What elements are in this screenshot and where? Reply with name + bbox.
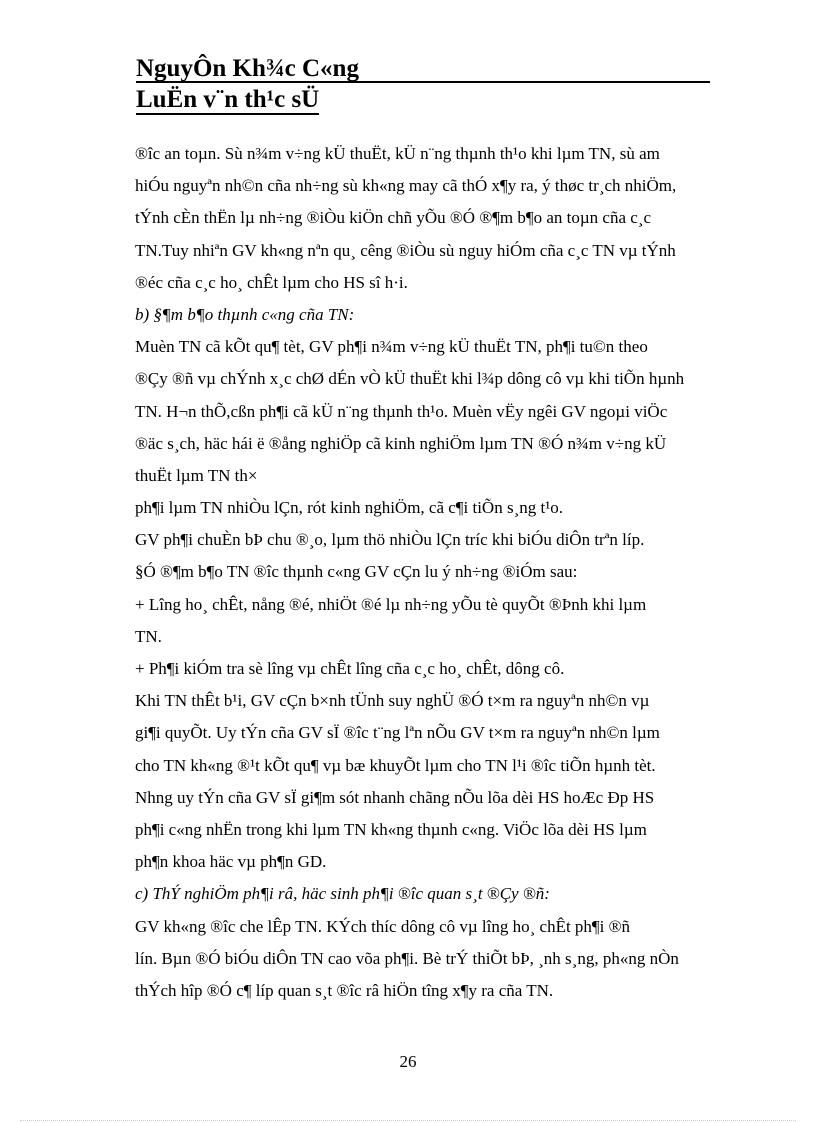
author-name: NguyÔn Kh¾c C«ng: [136, 54, 710, 83]
text-line: TN. H¬n thÕ,cßn ph¶i cã kÜ n¨ng thµnh th¹o. Muèn vËy ngêi GV ngoµi viÖc: [135, 401, 668, 421]
text-line: §Ó ®¶m b¶o TN ®îc thµnh c«ng GV cÇn lu ý nh÷ng ®iÓm sau:: [135, 562, 578, 582]
text-line: thuËt lµm TN th×: [135, 465, 258, 485]
text-line: ®äc s¸ch, häc hái ë ®ång nghiÖp cã kinh nghiÖm lµm TN ®Ó n¾m v÷ng kÜ: [135, 433, 667, 453]
text-line: ®îc an toµn. Sù n¾m v÷ng kÜ thuËt, kÜ n¨ng thµnh th¹o khi lµm TN, sù am: [135, 144, 660, 163]
text-line: Muèn TN cã kÕt qu¶ tèt, GV ph¶i n¾m v÷ng kÜ thuËt TN, ph¶i tu©n theo: [135, 337, 648, 357]
text-line: cho TN kh«ng ®¹t kÕt qu¶ vµ bæ khuyÕt lµm cho TN l¹i ®îc tiÕn hµnh tèt.: [135, 755, 656, 775]
text-line: Nhng uy tÝn cña GV sÏ gi¶m sót nhanh chãng nÕu lõa dèi HS hoÆc Ðp HS: [135, 787, 655, 807]
section-heading-b: b) §¶m b¶o thµnh c«ng cña TN:: [135, 304, 355, 324]
page-header: [136, 54, 712, 115]
text-line: gi¶i quyÕt. Uy tÝn cña GV sÏ ®îc t¨ng lªn nÕu GV t×m ra nguyªn nh©n lµm: [135, 723, 660, 743]
text-line: Khi TN thÊt b¹i, GV cÇn b×nh tÜnh suy nghÜ ®Ó t×m ra nguyªn nh©n vµ: [135, 691, 650, 711]
document-body: [135, 138, 757, 1007]
page-bottom-divider: [20, 1120, 796, 1121]
text-line: ph¶n khoa häc vµ ph¶n GD.: [135, 852, 327, 872]
text-line: + Ph¶i kiÓm tra sè lîng vµ chÊt lîng cña c¸c ho¸ chÊt, dông cô.: [135, 659, 565, 678]
section-heading-c: c) ThÝ nghiÖm ph¶i râ, häc sinh ph¶i ®îc quan s¸t ®Çy ®ñ:: [135, 884, 550, 904]
text-line: tÝnh cÈn thËn lµ nh÷ng ®iÒu kiÖn chñ yÕu ®Ó ®¶m b¶o an toµn cña c¸c: [135, 208, 652, 228]
text-line: lín. Bµn ®Ó biÓu diÔn TN cao võa ph¶i. Bè trÝ thiÕt bÞ, ¸nh s¸ng, ph«ng nÒn: [135, 948, 679, 968]
text-line: ph¶i c«ng nhËn trong khi lµm TN kh«ng thµnh c«ng. ViÖc lõa dèi HS lµm: [135, 819, 647, 839]
text-line: + Lîng ho¸ chÊt, nång ®é, nhiÖt ®é lµ nh÷ng yÕu tè quyÕt ®Þnh khi lµm: [135, 594, 647, 614]
text-line: ®éc cña c¸c ho¸ chÊt lµm cho HS sî h·i.: [135, 272, 408, 292]
text-line: thÝch hîp ®Ó c¶ líp quan s¸t ®îc râ hiÖn tîng x¶y ra cña TN.: [135, 980, 554, 1000]
text-line: ph¶i lµm TN nhiÒu lÇn, rót kinh nghiÖm, cã c¶i tiÕn s¸ng t¹o.: [135, 498, 564, 518]
text-line: hiÓu nguyªn nh©n cña nh÷ng sù kh«ng may cã thÓ x¶y ra, ý thøc tr¸ch nhiÖm,: [135, 176, 677, 196]
text-line: TN.: [135, 626, 162, 646]
text-line: TN.Tuy nhiªn GV kh«ng nªn qu¸ cêng ®iÒu sù nguy hiÓm cña c¸c TN vµ tÝnh: [135, 240, 676, 260]
thesis-title: LuËn v¨n th¹c sÜ: [136, 86, 320, 113]
text-line: GV ph¶i chuÈn bÞ chu ®¸o, lµm thö nhiÒu lÇn tríc khi biÓu diÔn trªn líp.: [135, 530, 645, 550]
text-line: ®Çy ®ñ vµ chÝnh x¸c chØ dÉn vÒ kÜ thuËt khi l¾p dông cô vµ khi tiÕn hµnh: [135, 369, 685, 389]
text-line: GV kh«ng ®îc che lÊp TN. KÝch thíc dông cô vµ lîng ho¸ chÊt ph¶i ®ñ: [135, 916, 631, 936]
page-number: 26: [399, 1052, 417, 1071]
